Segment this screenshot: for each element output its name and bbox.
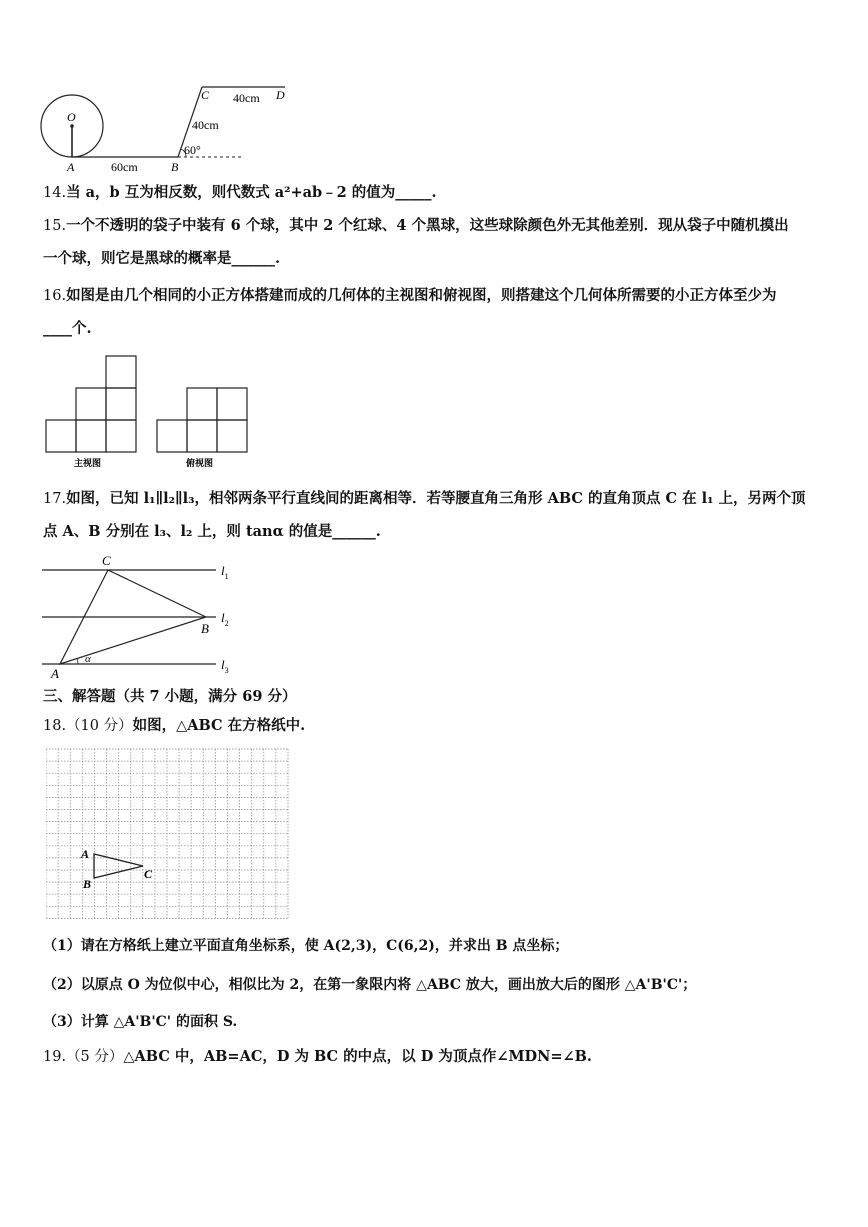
grid-label-a: A <box>81 847 90 861</box>
question-number: 15. <box>43 218 67 234</box>
question-text: 一个不透明的袋子中装有 6 个球，其中 2 个红球、4 个黑球，这些球除颜色外无其他差别．现从袋子中随机摸出 <box>66 217 789 234</box>
grid-label-c: C <box>144 867 153 881</box>
label-l1: $l_1$ <box>221 563 229 581</box>
question-text: △ABC 中，AB=AC，D 为 BC 的中点，以 D 为顶点作∠MDN=∠B. <box>123 1048 592 1065</box>
question-14 <box>43 183 437 203</box>
label-b: B <box>171 160 179 174</box>
label-a: A <box>67 160 75 174</box>
question-number: 14. <box>43 185 67 201</box>
figure-q13 <box>38 84 298 174</box>
question-15-line-2: 一个球，则它是黑球的概率是______. <box>43 250 281 267</box>
label-l3: $l_3$ <box>221 657 229 675</box>
label-c: C <box>201 88 210 102</box>
question-number: 17. <box>43 491 67 507</box>
question-16-line-2: ____个. <box>43 320 92 337</box>
question-text: 如图，△ABC 在方格纸中. <box>132 717 306 734</box>
question-number: 19. <box>43 1049 67 1065</box>
figure-q16-views <box>42 354 252 472</box>
label-c: C <box>102 553 111 568</box>
angle-label: 60° <box>184 143 201 157</box>
length-ab: 60cm <box>111 160 138 174</box>
grid-lines <box>46 749 288 918</box>
question-score: （5 分） <box>66 1049 124 1065</box>
question-number: 16. <box>43 288 67 304</box>
front-view-caption: 主视图 <box>74 459 102 469</box>
length-cd: 40cm <box>233 91 260 105</box>
top-view-caption: 俯视图 <box>186 459 214 469</box>
question-16-line-1 <box>43 286 777 306</box>
label-a: A <box>51 666 59 681</box>
question-18-part-2: （2）以原点 O 为位似中心，相似比为 2，在第一象限内将 △ABC 放大，画出放大后的图形 △A'B'C'； <box>43 977 697 993</box>
question-text: 如图，已知 l₁∥l₂∥l₃，相邻两条平行直线间的距离相等．若等腰直角三角形 ABC 的直角顶点 C 在 l₁ 上，另两个顶 <box>66 490 806 507</box>
label-o: O <box>67 110 76 124</box>
question-17-line-2: 点 A、B 分别在 l₃、l₂ 上，则 tanα 的值是______. <box>43 523 381 540</box>
grid-label-b: B <box>83 877 92 891</box>
section-title: 三、解答题（共 7 小题，满分 69 分） <box>43 688 297 705</box>
question-17-line-1 <box>43 489 806 509</box>
top-view <box>157 388 247 452</box>
label-d: D <box>276 88 285 102</box>
question-18-part-1: （1）请在方格纸上建立平面直角坐标系，使 A(2,3)，C(6,2)，并求出 B 点坐标； <box>43 938 569 954</box>
label-alpha: α <box>85 653 91 665</box>
question-number: 18. <box>43 718 67 734</box>
question-text: 当 a，b 互为相反数，则代数式 a²+ab﹣2 的值为_____. <box>66 184 437 201</box>
figure-q17 <box>38 552 248 682</box>
figure-q18-grid <box>46 748 290 920</box>
question-text: 如图是由几个相同的小正方体搭建而成的几何体的主视图和俯视图，则搭建这个几何体所需要的小正方体至少为 <box>66 287 777 304</box>
question-score: （10 分） <box>66 718 133 734</box>
question-15-line-1 <box>43 216 789 236</box>
label-b: B <box>201 621 209 636</box>
front-view <box>46 356 136 452</box>
question-18-part-3: （3）计算 △A'B'C' 的面积 S. <box>43 1014 238 1030</box>
question-18 <box>43 716 305 736</box>
length-bc: 40cm <box>192 118 219 132</box>
label-l2: $l_2$ <box>221 610 229 628</box>
question-19 <box>43 1047 592 1067</box>
